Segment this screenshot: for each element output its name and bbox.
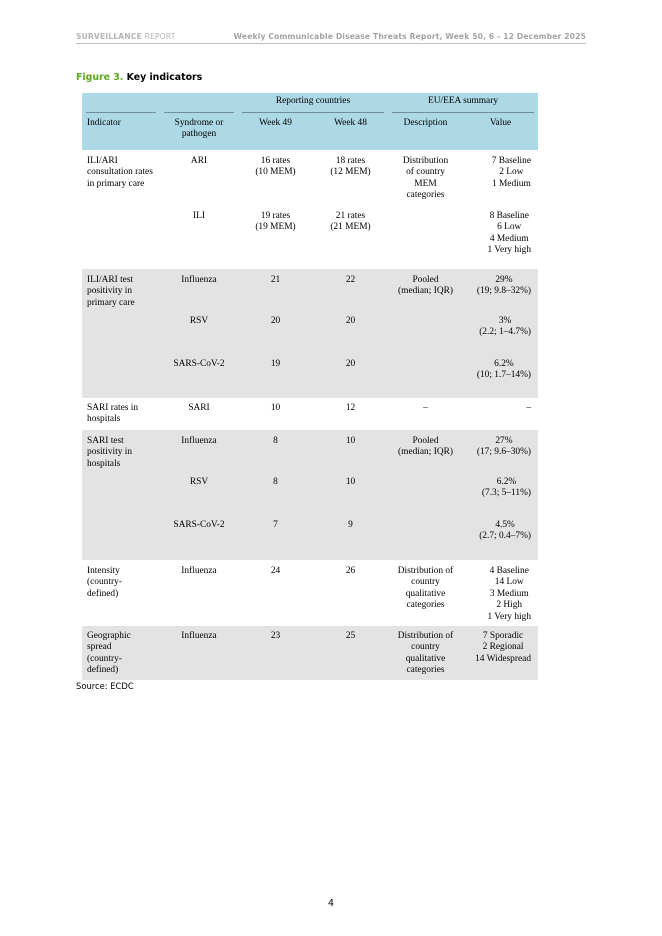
- cell-indicator: ILI/ARI consultation rates in primary care: [82, 150, 160, 269]
- cell-syndrome: Influenza: [160, 269, 238, 312]
- table-row: [82, 398, 538, 430]
- cell-syndrome: SARS-CoV-2: [160, 516, 238, 560]
- cell-week49: 16 rates (10 MEM): [238, 150, 313, 208]
- cell-week49: 19 rates (19 MEM): [238, 208, 313, 269]
- cell-week48: 26: [313, 560, 388, 626]
- report-type-label: [76, 32, 176, 41]
- cell-description: [388, 312, 463, 355]
- cell-syndrome: ARI: [160, 150, 238, 208]
- running-header: [76, 32, 586, 44]
- source-note: Source: ECDC: [76, 681, 134, 691]
- table-row: [82, 626, 538, 680]
- cell-week49: 8: [238, 430, 313, 473]
- table-row: [82, 560, 538, 626]
- cell-description: [388, 208, 463, 269]
- cell-week48: 12: [313, 398, 388, 430]
- cell-value: 4.5% (2.7; 0.4–7%): [463, 516, 538, 560]
- col-week49: Week 49: [238, 113, 313, 150]
- report-title: Weekly Communicable Disease Threats Report, Week 50, 6 - 12 December 2025: [233, 32, 586, 41]
- cell-indicator: SARI rates in hospitals: [82, 398, 160, 430]
- report-type-bold: SURVEILLANCE: [76, 32, 142, 41]
- cell-value: 7 Sporadic 2 Regional 14 Widespread: [463, 626, 538, 680]
- group-geographic-spread: [82, 626, 538, 680]
- cell-description: Distribution of country qualitative categories: [388, 626, 463, 680]
- group-sari-test-positivity: [82, 430, 538, 560]
- cell-value: 6.2% (7.3; 5–11%): [463, 473, 538, 516]
- cell-week49: 7: [238, 516, 313, 560]
- cell-value: 4 Baseline 14 Low 3 Medium 2 High 1 Very high: [463, 560, 538, 626]
- report-type-light: REPORT: [144, 32, 176, 41]
- page-number: 4: [328, 898, 334, 909]
- cell-syndrome: RSV: [160, 473, 238, 516]
- col-week48: Week 48: [313, 113, 388, 150]
- cell-week48: 25: [313, 626, 388, 680]
- cell-week48: 10: [313, 473, 388, 516]
- key-indicators-table: [82, 93, 538, 680]
- cell-syndrome: RSV: [160, 312, 238, 355]
- table-row: [82, 269, 538, 312]
- table-row: [82, 430, 538, 473]
- header-eu-eea-summary: EU/EEA summary: [388, 93, 538, 113]
- col-indicator: Indicator: [82, 113, 160, 150]
- cell-description: [388, 355, 463, 398]
- cell-syndrome: Influenza: [160, 430, 238, 473]
- cell-syndrome: ILI: [160, 208, 238, 269]
- table-header: [82, 93, 538, 150]
- cell-week48: 18 rates (12 MEM): [313, 150, 388, 208]
- cell-week48: 9: [313, 516, 388, 560]
- header-reporting-countries: Reporting countries: [238, 93, 388, 113]
- cell-value: 29% (19; 9.8–32%): [463, 269, 538, 312]
- cell-description: –: [388, 398, 463, 430]
- cell-indicator: Geographic spread (country- defined): [82, 626, 160, 680]
- cell-week49: 20: [238, 312, 313, 355]
- table-row: [82, 150, 538, 208]
- cell-indicator: SARI test positivity in hospitals: [82, 430, 160, 560]
- cell-week48: 10: [313, 430, 388, 473]
- cell-syndrome: SARI: [160, 398, 238, 430]
- group-intensity: [82, 560, 538, 626]
- cell-description: Pooled (median; IQR): [388, 269, 463, 312]
- cell-week49: 24: [238, 560, 313, 626]
- group-ili-ari-consultation: [82, 150, 538, 269]
- col-description: Description: [388, 113, 463, 150]
- cell-indicator: Intensity (country- defined): [82, 560, 160, 626]
- cell-value: 6.2% (10; 1.7–14%): [463, 355, 538, 398]
- figure-title: Key indicators: [126, 72, 203, 83]
- cell-week48: 22: [313, 269, 388, 312]
- group-sari-rates: [82, 398, 538, 430]
- cell-week49: 23: [238, 626, 313, 680]
- cell-week48: 20: [313, 355, 388, 398]
- cell-description: [388, 516, 463, 560]
- cell-value: 27% (17; 9.6–30%): [463, 430, 538, 473]
- figure-number: Figure 3.: [76, 72, 124, 83]
- cell-description: Distribution of country qualitative categories: [388, 560, 463, 626]
- cell-value: 7 Baseline 2 Low 1 Medium: [463, 150, 538, 208]
- cell-week49: 19: [238, 355, 313, 398]
- cell-week48: 20: [313, 312, 388, 355]
- header-blank-syndrome: [160, 93, 238, 113]
- cell-indicator: ILI/ARI test positivity in primary care: [82, 269, 160, 398]
- cell-syndrome: SARS-CoV-2: [160, 355, 238, 398]
- col-value: Value: [463, 113, 538, 150]
- cell-week49: 21: [238, 269, 313, 312]
- cell-week48: 21 rates (21 MEM): [313, 208, 388, 269]
- cell-value: –: [463, 398, 538, 430]
- cell-week49: 8: [238, 473, 313, 516]
- col-syndrome: Syndrome or pathogen: [160, 113, 238, 150]
- header-blank-indicator: [82, 93, 160, 113]
- cell-week49: 10: [238, 398, 313, 430]
- cell-value: 3% (2.2; 1–4.7%): [463, 312, 538, 355]
- cell-syndrome: Influenza: [160, 560, 238, 626]
- cell-value: 8 Baseline 6 Low 4 Medium 1 Very high: [463, 208, 538, 269]
- cell-description: [388, 473, 463, 516]
- group-ili-ari-test-positivity: [82, 269, 538, 398]
- cell-description: Pooled (median; IQR): [388, 430, 463, 473]
- cell-syndrome: Influenza: [160, 626, 238, 680]
- cell-description: Distribution of country MEM categories: [388, 150, 463, 208]
- figure-caption: [76, 72, 202, 83]
